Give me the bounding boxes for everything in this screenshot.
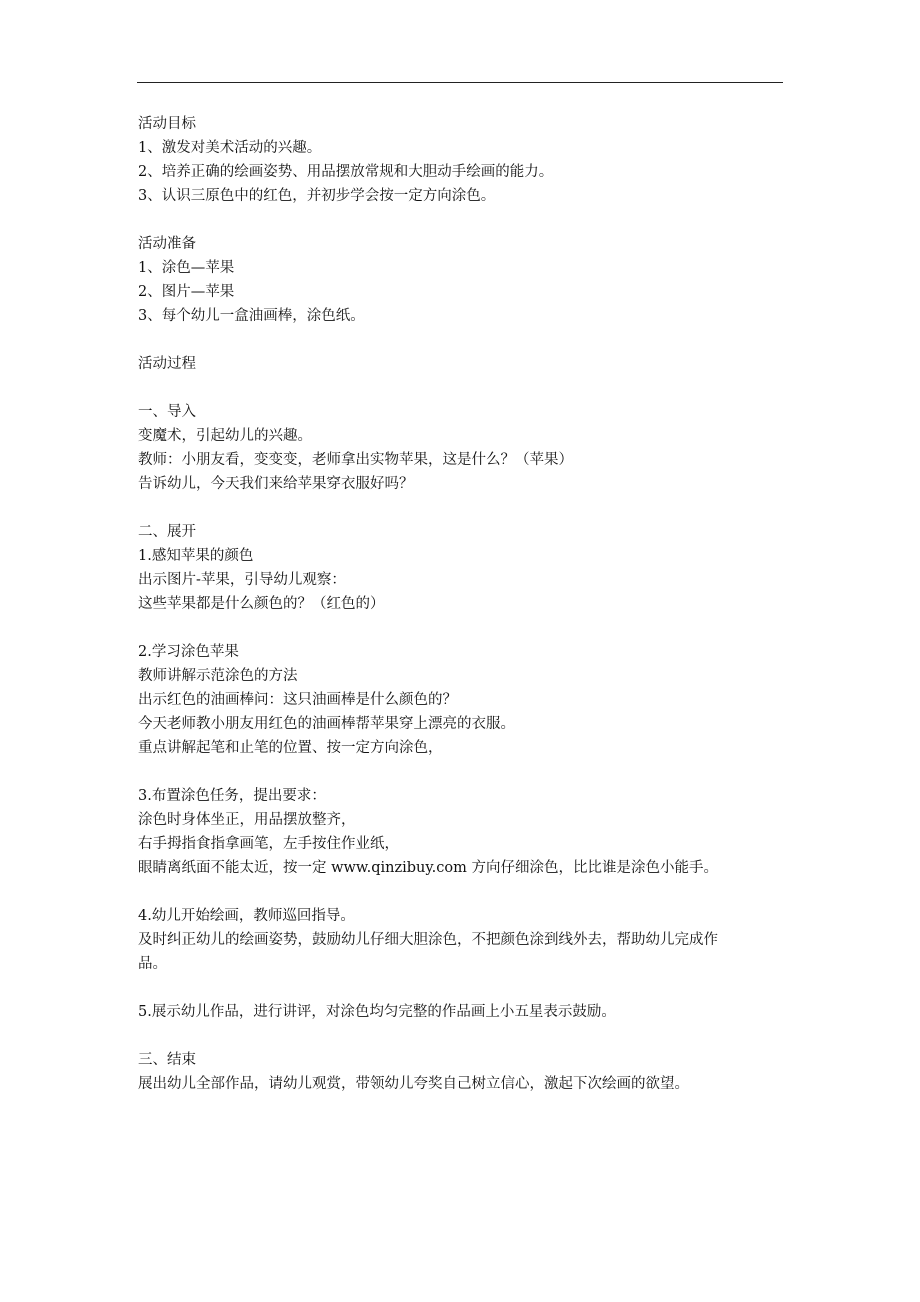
step4-title: 4.幼儿开始绘画，教师巡回指导。	[138, 908, 355, 924]
goals-title: 活动目标	[138, 116, 196, 132]
step2-line: 出示红色的油画棒问：这只油画棒是什么颜色的？	[138, 692, 457, 708]
intro-line: 变魔术，引起幼儿的兴趣。	[138, 428, 312, 444]
spacer	[138, 1024, 788, 1048]
intro-line: 教师：小朋友看，变变变，老师拿出实物苹果，这是什么？（苹果）	[138, 452, 573, 468]
process-title: 活动过程	[138, 356, 196, 372]
step1-title: 1.感知苹果的颜色	[138, 548, 254, 564]
step2-title: 2.学习涂色苹果	[138, 644, 239, 660]
spacer	[138, 976, 788, 1000]
preparation-item: 2、图片—苹果	[138, 284, 235, 300]
intro-line: 告诉幼儿，今天我们来给苹果穿衣服好吗？	[138, 476, 414, 492]
intro-heading: 一、导入	[138, 404, 196, 420]
step2-line: 今天老师教小朋友用红色的油画棒帮苹果穿上漂亮的衣服。	[138, 716, 515, 732]
step3-line: 眼睛离纸面不能太近，按一定 www.qinzibuy.com 方向仔细涂色，比比谁是涂色小能手。	[138, 860, 718, 876]
step2-line: 教师讲解示范涂色的方法	[138, 668, 298, 684]
develop-heading: 二、展开	[138, 524, 196, 540]
preparation-item: 1、涂色—苹果	[138, 260, 235, 276]
spacer	[138, 376, 788, 400]
spacer	[138, 760, 788, 784]
goals-item: 2、培养正确的绘画姿势、用品摆放常规和大胆动手绘画的能力。	[138, 164, 554, 180]
header-rule	[137, 82, 783, 83]
step3-title: 3.布置涂色任务，提出要求：	[138, 788, 326, 804]
step4-line: 品。	[138, 956, 167, 972]
step4-line: 及时纠正幼儿的绘画姿势，鼓励幼儿仔细大胆涂色，不把颜色涂到线外去，帮助幼儿完成作	[138, 932, 718, 948]
spacer	[138, 208, 788, 232]
spacer	[138, 496, 788, 520]
preparation-item: 3、每个幼儿一盒油画棒，涂色纸。	[138, 308, 365, 324]
step1-line: 这些苹果都是什么颜色的？（红色的）	[138, 596, 385, 612]
goals-item: 1、激发对美术活动的兴趣。	[138, 140, 322, 156]
ending-heading: 三、结束	[138, 1052, 196, 1068]
goals-item: 3、认识三原色中的红色，并初步学会按一定方向涂色。	[138, 188, 496, 204]
spacer	[138, 880, 788, 904]
ending-line: 展出幼儿全部作品，请幼儿观赏，带领幼儿夸奖自己树立信心，激起下次绘画的欲望。	[138, 1076, 689, 1092]
step3-line: 涂色时身体坐正，用品摆放整齐，	[138, 812, 356, 828]
step1-line: 出示图片-苹果，引导幼儿观察：	[138, 572, 346, 588]
document-body	[138, 112, 788, 1096]
step3-line: 右手拇指食指拿画笔，左手按住作业纸，	[138, 836, 399, 852]
spacer	[138, 616, 788, 640]
step2-line: 重点讲解起笔和止笔的位置、按一定方向涂色，	[138, 740, 443, 756]
spacer	[138, 328, 788, 352]
step5-title: 5.展示幼儿作品，进行讲评，对涂色均匀完整的作品画上小五星表示鼓励。	[138, 1004, 616, 1020]
preparation-title: 活动准备	[138, 236, 196, 252]
